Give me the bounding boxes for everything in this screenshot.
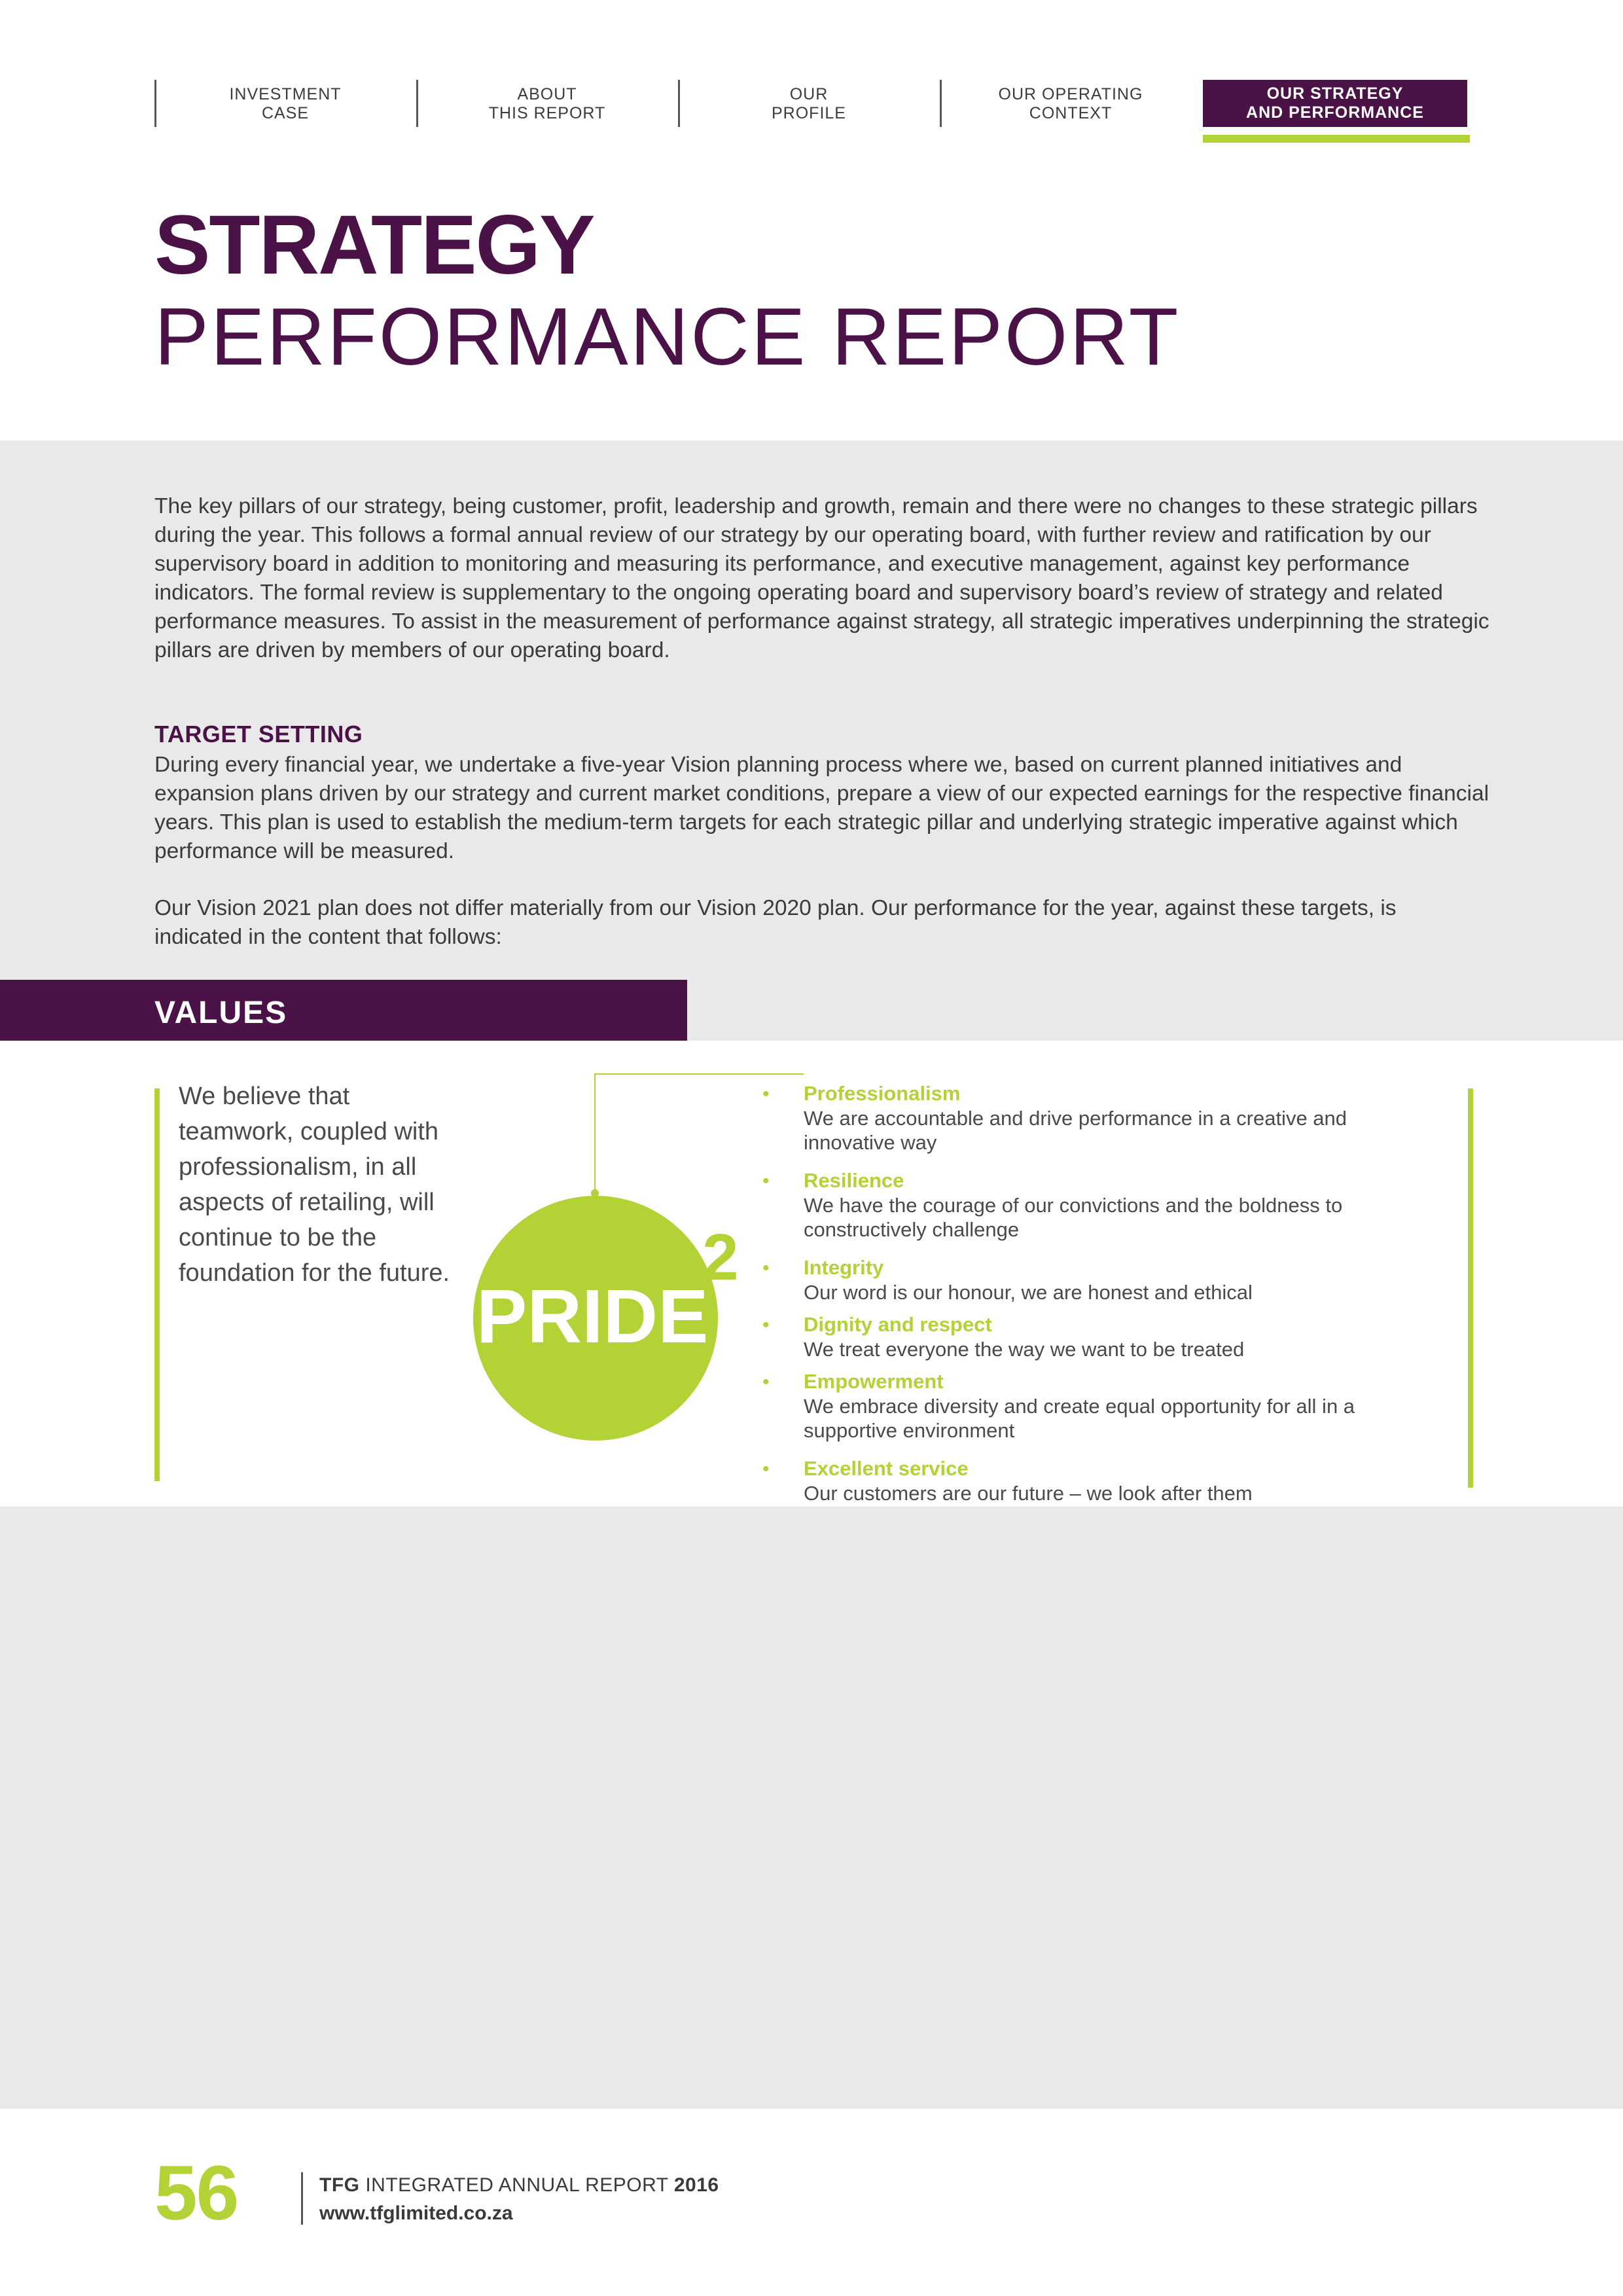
value-description: We embrace diversity and create equal opportunity for all in a supportive environment — [804, 1395, 1355, 1442]
footer-divider — [301, 2172, 303, 2225]
pride-logo-superscript: 2 — [702, 1221, 739, 1294]
footer-year: 2016 — [673, 2174, 719, 2196]
bullet-icon: • — [762, 1314, 770, 1336]
intro-paragraph: The key pillars of our strategy, being customer, profit, leadership and growth, remain and there were no changes to these strategic pillars during the year. This follows a formal annual review of our strategy by our operating board, with further review and ratification by our supervisory board in addition to monitoring and measuring its performance, and executive management, against key performance indicators. The formal review is supplementary to the ongoing operating board and supervisory board’s review of strategy and related performance measures. To assist in the measurement of performance against strategy, all strategic imperatives underpinning the strategic pillars are driven by members of our operating board. — [154, 494, 1489, 662]
value-description: We treat everyone the way we want to be treated — [804, 1338, 1245, 1361]
target-setting-heading: TARGET SETTING — [154, 721, 363, 747]
value-name: Professionalism — [804, 1082, 961, 1105]
nav-tab-investment-case[interactable] — [154, 80, 416, 128]
values-heading: VALUES — [154, 996, 288, 1030]
bullet-icon: • — [762, 1170, 770, 1192]
left-accent-line — [154, 1088, 160, 1481]
nav-tab-label: INVESTMENT CASE — [229, 85, 342, 122]
bullet-icon: • — [762, 1257, 770, 1279]
value-name: Integrity — [804, 1256, 884, 1279]
nav-tab-label: OUR OPERATING CONTEXT — [998, 85, 1143, 122]
value-name: Resilience — [804, 1169, 904, 1192]
bullet-icon: • — [762, 1371, 770, 1393]
list-item — [762, 1456, 1436, 1505]
value-description: Our customers are our future – we look after them — [804, 1482, 1253, 1505]
nav-tab-our-profile[interactable] — [678, 80, 940, 128]
list-item — [762, 1081, 1436, 1155]
page-subtitle: PERFORMANCE REPORT — [154, 292, 1181, 382]
value-description: We are accountable and drive performance in a creative and innovative way — [804, 1107, 1347, 1154]
vision-paragraph: Our Vision 2021 plan does not differ materially from our Vision 2020 plan. Our performance for the year, against these targets, is indicated in the content that follows: — [154, 896, 1397, 949]
value-name: Dignity and respect — [804, 1313, 992, 1336]
values-quote: We believe that teamwork, coupled with professionalism, in all aspects of retailing, will continue to be the foundation for the future. — [179, 1083, 450, 1287]
nav-tab-about-this-report[interactable] — [416, 80, 678, 128]
right-accent-line — [1468, 1088, 1473, 1488]
values-header-bar — [0, 980, 687, 1041]
lower-band — [0, 1507, 1623, 2109]
footer-url-link[interactable]: www.tfglimited.co.za — [319, 2202, 513, 2224]
value-name: Excellent service — [804, 1457, 969, 1480]
target-setting-paragraph: During every financial year, we undertake a five-year Vision planning process where we, based on current planned initiatives and expansion plans driven by our strategy and current market conditions, prepare a view of our expected earnings for the respective financial years. This plan is used to establish the medium-term targets for each strategic pillar and underlying strategic imperative against which performance will be measured. — [154, 753, 1489, 863]
nav-tab-our-operating-context[interactable] — [940, 80, 1202, 128]
footer-report-title — [319, 2173, 719, 2198]
value-description: We have the courage of our convictions and the boldness to constructively challenge — [804, 1194, 1343, 1241]
value-description: Our word is our honour, we are honest and ethical — [804, 1281, 1253, 1304]
list-item — [762, 1312, 1436, 1361]
pride-logo-text: PRIDE — [476, 1274, 709, 1359]
nav-tab-label: OUR STRATEGY AND PERFORMANCE — [1246, 84, 1424, 122]
page-title: STRATEGY — [154, 198, 594, 292]
bullet-icon: • — [762, 1083, 770, 1105]
bullet-icon: • — [762, 1458, 770, 1480]
values-list — [762, 1081, 1436, 1505]
list-item — [762, 1369, 1436, 1443]
footer-brand: TFG — [319, 2174, 360, 2196]
nav-tab-label: ABOUT THIS REPORT — [488, 85, 606, 122]
nav-tab-our-strategy-and-performance[interactable] — [1203, 80, 1467, 127]
section-nav — [154, 80, 1470, 132]
list-item — [762, 1255, 1436, 1304]
page-number: 56 — [154, 2150, 238, 2236]
nav-tab-label: OUR PROFILE — [772, 85, 846, 122]
list-item — [762, 1168, 1436, 1242]
footer-report-name: INTEGRATED ANNUAL REPORT — [365, 2174, 668, 2196]
value-name: Empowerment — [804, 1370, 944, 1393]
